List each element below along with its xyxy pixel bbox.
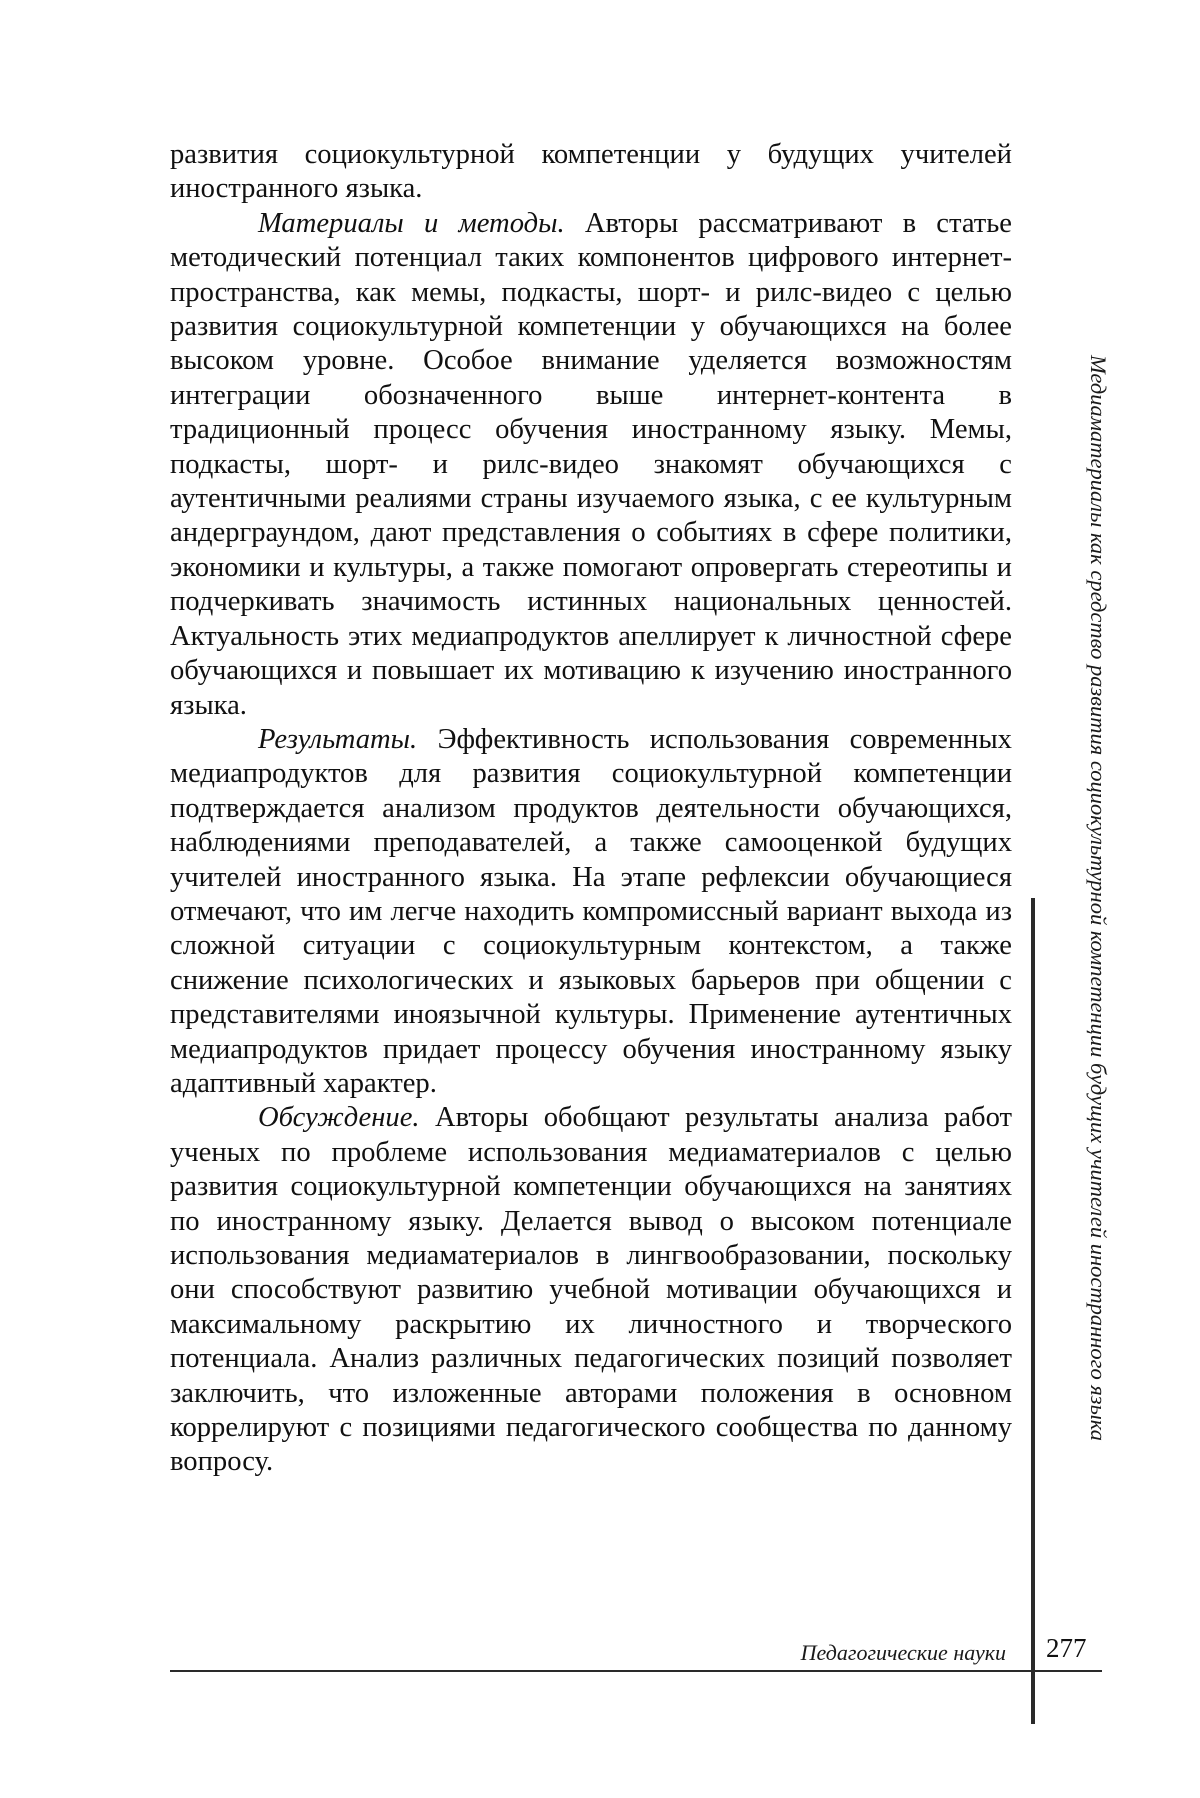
section-lead-results: Результаты.: [258, 724, 417, 755]
paragraph-results: [170, 723, 1012, 1101]
paragraph-text: Эффективность использования современных медиапродуктов для развития социокультурной компетенции подтверждается анализом продуктов деятельности обучающихся, наблюдениями преподавателей, а также самооценкой будущих учителей иностранного языка. На этапе рефлексии обучающиеся отмечают, что им легче находить компромиссный вариант выхода из сложной ситуации с социокультурным контекстом, а также снижение психологических и языковых барьеров при общении с представителями иноязычной культуры. Применение аутентичных медиапродуктов придает процессу обучения иностранному языку адаптивный характер.: [170, 724, 1012, 1099]
paragraph-materials-methods: [170, 207, 1012, 723]
paragraph-discussion: [170, 1101, 1012, 1479]
page-number: 277: [1046, 1633, 1087, 1664]
footer-section-title: Педагогические науки: [801, 1640, 1006, 1666]
running-head: [1078, 288, 1118, 1508]
section-lead-materials-methods: Материалы и методы.: [258, 208, 565, 239]
journal-page: [0, 0, 1200, 1798]
footer-rule: [170, 1670, 1102, 1672]
paragraph-text: развития социокультурной компетенции у будущих учителей иностранного языка.: [170, 139, 1012, 204]
paragraph-text: Авторы обобщают результаты анализа работ ученых по проблеме использования медиаматериалов с целью развития социокультурной компетенции обучающихся на занятиях по иностранному языку. Делается вывод о высоком потенциале использования медиаматериалов в лингвообразовании, поскольку они способствуют развитию учебной мотивации обучающихся и максимальному раскрытию их личностного и творческого потенциала. Анализ различных педагогических позиций позволяет заключить, что изложенные авторами положения в основном коррелируют с позициями педагогического сообщества по данному вопросу.: [170, 1102, 1012, 1477]
running-head-title: Медиаматериалы как средство развития социокультурной компетенции будущих учителей иностранного языка: [1085, 288, 1111, 1508]
section-lead-discussion: Обсуждение.: [258, 1102, 420, 1133]
paragraph-text: Авторы рассматривают в статье методический потенциал таких компонентов цифрового интернет-пространства, как мемы, подкасты, шорт- и рилс-видео с целью развития социокультурной компетенции у обучающихся на более высоком уровне. Особое внимание уделяется возможностям интеграции обозначенного выше интернет-контента в традиционный процесс обучения иностранному языку. Мемы, подкасты, шорт- и рилс-видео знакомят обучающихся с аутентичными реалиями страны изучаемого языка, с ее культурным андерграундом, дают представления о событиях в сфере политики, экономики и культуры, а также помогают опровергать стереотипы и подчеркивать значимость истинных национальных ценностей. Актуальность этих медиапродуктов апеллирует к личностной сфере обучающихся и повышает их мотивацию к изучению иностранного языка.: [170, 208, 1012, 721]
vertical-rule: [1031, 898, 1035, 1724]
article-body: [170, 138, 1012, 1480]
paragraph-continuation: [170, 138, 1012, 207]
